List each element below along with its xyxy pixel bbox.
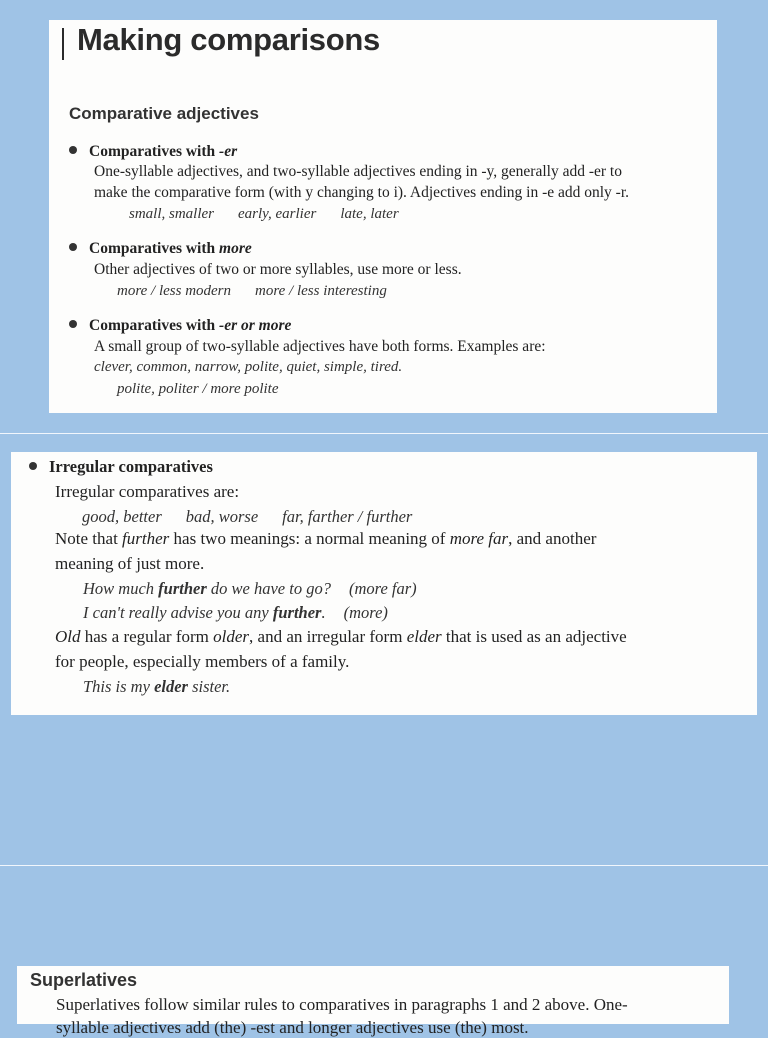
example: far, farther / further bbox=[282, 507, 413, 526]
text: How much bbox=[83, 579, 159, 598]
bullet-heading bbox=[69, 143, 237, 161]
text: has a regular form bbox=[80, 627, 214, 646]
example-line bbox=[117, 283, 411, 300]
body-line: meaning of just more. bbox=[55, 554, 205, 573]
body-line: Irregular comparatives are: bbox=[55, 482, 240, 501]
bullet-heading bbox=[29, 457, 213, 477]
heading-emphasis: -er or more bbox=[219, 317, 292, 334]
text-italic: elder bbox=[406, 627, 442, 646]
text-italic: Old bbox=[55, 627, 81, 646]
slide-divider bbox=[0, 865, 768, 866]
bullet-icon bbox=[69, 243, 77, 251]
example: early, earlier bbox=[238, 206, 317, 222]
section-subheading: Comparative adjectives bbox=[69, 104, 259, 123]
text: , and an irregular form bbox=[249, 627, 407, 646]
bullet-heading bbox=[69, 317, 291, 335]
body-line: syllable adjectives add (the) -est and longer adjectives use (the) most. bbox=[56, 1018, 529, 1037]
text: . bbox=[321, 603, 326, 622]
example: bad, worse bbox=[185, 507, 259, 526]
text: do we have to go? bbox=[206, 579, 331, 598]
heading-text: Comparatives with bbox=[89, 317, 220, 334]
body-line: for people, especially members of a family. bbox=[55, 652, 350, 671]
heading-emphasis: more bbox=[219, 240, 252, 257]
body-line: One-syllable adjectives, and two-syllable adjectives ending in -y, generally add -er to bbox=[94, 163, 622, 180]
text: I can't really advise you any bbox=[83, 603, 273, 622]
example: more / less modern bbox=[117, 283, 232, 299]
bullet-icon bbox=[69, 320, 77, 328]
page-scan-irregular-comparatives bbox=[11, 452, 757, 715]
text-bold: elder bbox=[154, 677, 188, 696]
text: (more far) bbox=[348, 579, 417, 598]
text-italic: older bbox=[213, 627, 250, 646]
example-line: clever, common, narrow, polite, quiet, simple, tired. bbox=[94, 359, 403, 375]
body-line: Superlatives follow similar rules to comparatives in paragraphs 1 and 2 above. One- bbox=[56, 995, 628, 1014]
text: has two meanings: a normal meaning of bbox=[169, 529, 450, 548]
bullet-heading bbox=[69, 240, 252, 258]
text: sister. bbox=[187, 677, 231, 696]
example-sentence bbox=[83, 603, 388, 623]
example: more / less interesting bbox=[255, 283, 387, 299]
slide-divider bbox=[0, 433, 768, 434]
bullet-icon bbox=[69, 146, 77, 154]
body-line bbox=[55, 529, 596, 549]
heading-text: Irregular comparatives bbox=[49, 457, 213, 476]
text: Note that bbox=[55, 529, 123, 548]
text-italic: more far bbox=[449, 529, 509, 548]
body-line: Other adjectives of two or more syllables, use more or less. bbox=[94, 261, 462, 278]
text: that is used as an adjective bbox=[441, 627, 627, 646]
example-line bbox=[117, 381, 303, 398]
page-scan-superlatives bbox=[17, 966, 729, 1037]
body-line: make the comparative form (with y changing to i). Adjectives ending in -e add only -r. bbox=[94, 184, 630, 201]
example-line bbox=[129, 206, 423, 223]
text: This is my bbox=[83, 677, 155, 696]
heading-text: Comparatives with bbox=[89, 143, 220, 160]
example: good, better bbox=[82, 507, 162, 526]
body-line: A small group of two-syllable adjectives have both forms. Examples are: bbox=[94, 338, 546, 355]
example: late, later bbox=[340, 206, 399, 222]
example: small, smaller bbox=[129, 206, 215, 222]
body-line bbox=[55, 627, 627, 647]
text-italic: further bbox=[122, 529, 170, 548]
text: (more) bbox=[343, 603, 388, 622]
page-scan-comparisons bbox=[49, 20, 717, 413]
section-heading: Superlatives bbox=[30, 970, 138, 990]
example-line bbox=[82, 507, 436, 527]
example: polite, politer / more polite bbox=[117, 381, 279, 397]
text-bold: further bbox=[158, 579, 207, 598]
heading-emphasis: -er bbox=[219, 143, 238, 160]
text-bold: further bbox=[272, 603, 322, 622]
example-sentence bbox=[83, 677, 230, 697]
title-bar bbox=[62, 28, 64, 60]
example-sentence bbox=[83, 579, 417, 599]
text: , and another bbox=[508, 529, 597, 548]
page-title-text: Making comparisons bbox=[77, 22, 380, 57]
bullet-icon bbox=[29, 462, 37, 470]
heading-text: Comparatives with bbox=[89, 240, 220, 257]
